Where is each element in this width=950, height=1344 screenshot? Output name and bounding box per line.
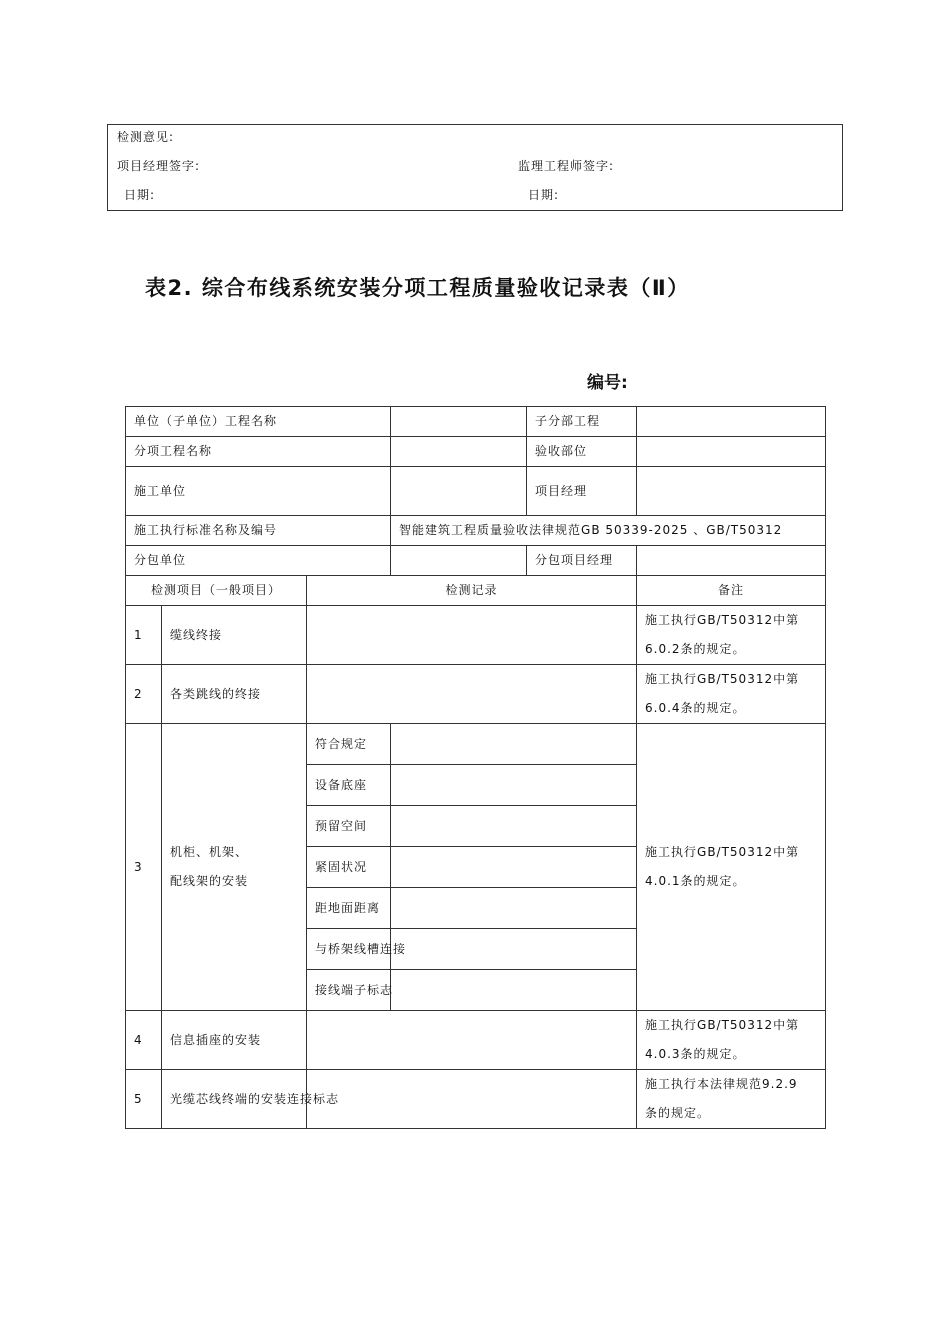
inspection-opinion-label: 检测意见:	[117, 130, 175, 144]
row-number: 1	[126, 606, 162, 665]
sub-item-name: 紧固状况	[307, 847, 391, 888]
record-cell[interactable]	[307, 1011, 637, 1070]
record-cell[interactable]	[391, 765, 637, 806]
record-header: 检测记录	[307, 576, 637, 606]
remark-cell	[637, 665, 826, 724]
remark-line: 施工执行GB/T50312中第	[645, 1018, 800, 1032]
remark-line: 4.0.3条的规定。	[645, 1047, 746, 1061]
row-number: 4	[126, 1011, 162, 1070]
table-row	[126, 1070, 826, 1129]
sub-item-name: 接线端子标志	[307, 970, 391, 1011]
row-number: 3	[126, 724, 162, 1011]
page-title: 表2. 综合布线系统安装分项工程质量验收记录表（Ⅱ）	[145, 276, 690, 300]
remark-line: 施工执行GB/T50312中第	[645, 672, 800, 686]
construction-unit-value[interactable]	[391, 467, 527, 516]
sub-item-name: 与桥架线槽连接	[307, 929, 391, 970]
serial-number-label: 编号:	[587, 373, 628, 393]
remark-cell	[637, 1011, 826, 1070]
sub-pm-label: 分包项目经理	[527, 546, 637, 576]
item-project-value[interactable]	[391, 437, 527, 467]
record-cell[interactable]	[391, 929, 637, 970]
sub-pm-value[interactable]	[637, 546, 826, 576]
item-name: 信息插座的安装	[162, 1011, 307, 1070]
info-row	[126, 546, 826, 576]
construction-unit-label: 施工单位	[126, 467, 391, 516]
sub-item-name: 符合规定	[307, 724, 391, 765]
sub-division-value[interactable]	[637, 407, 826, 437]
row-number: 2	[126, 665, 162, 724]
item-name: 缆线终接	[162, 606, 307, 665]
remark-line: 条的规定。	[645, 1106, 711, 1120]
unit-project-value[interactable]	[391, 407, 527, 437]
sub-item-name: 距地面距离	[307, 888, 391, 929]
remark-line: 施工执行本法律规范9.2.9	[645, 1077, 798, 1091]
record-cell[interactable]	[391, 970, 637, 1011]
record-cell[interactable]	[307, 606, 637, 665]
unit-project-label: 单位（子单位）工程名称	[126, 407, 391, 437]
subcontractor-value[interactable]	[391, 546, 527, 576]
record-cell[interactable]	[307, 1070, 637, 1129]
table-row	[126, 1011, 826, 1070]
item-name-line: 机柜、机架、	[170, 845, 249, 859]
standard-label: 施工执行标准名称及编号	[126, 516, 391, 546]
item-project-label: 分项工程名称	[126, 437, 391, 467]
standard-value: 智能建筑工程质量验收法律规范GB 50339-2025 、GB/T50312	[391, 516, 826, 546]
project-manager-value[interactable]	[637, 467, 826, 516]
table-row	[126, 606, 826, 665]
item-name-line: 配线架的安装	[170, 874, 249, 888]
info-row	[126, 516, 826, 546]
record-cell[interactable]	[391, 888, 637, 929]
acceptance-part-value[interactable]	[637, 437, 826, 467]
header-row	[126, 576, 826, 606]
info-row	[126, 407, 826, 437]
pm-signature-label: 项目经理签字:	[117, 159, 201, 173]
remark-cell	[637, 1070, 826, 1129]
record-cell[interactable]	[391, 847, 637, 888]
table-row	[126, 724, 826, 765]
date-left-label: 日期:	[124, 188, 156, 202]
inspection-signature-box	[107, 124, 843, 211]
record-cell[interactable]	[391, 724, 637, 765]
remark-line: 施工执行GB/T50312中第	[645, 845, 800, 859]
row-number: 5	[126, 1070, 162, 1129]
remark-line: 6.0.2条的规定。	[645, 642, 746, 656]
info-row	[126, 467, 826, 516]
table-row	[126, 665, 826, 724]
supervisor-signature-label: 监理工程师签字:	[518, 159, 615, 173]
sub-item-name: 设备底座	[307, 765, 391, 806]
info-row	[126, 437, 826, 467]
item-name	[162, 724, 307, 1011]
date-right-label: 日期:	[528, 188, 560, 202]
project-manager-label: 项目经理	[527, 467, 637, 516]
remark-cell	[637, 606, 826, 665]
remark-cell	[637, 724, 826, 1011]
acceptance-part-label: 验收部位	[527, 437, 637, 467]
remark-line: 6.0.4条的规定。	[645, 701, 746, 715]
item-name: 光缆芯线终端的安装连接标志	[162, 1070, 307, 1129]
item-name: 各类跳线的终接	[162, 665, 307, 724]
remark-line: 施工执行GB/T50312中第	[645, 613, 800, 627]
remark-line: 4.0.1条的规定。	[645, 874, 746, 888]
remark-header: 备注	[637, 576, 826, 606]
subcontractor-label: 分包单位	[126, 546, 391, 576]
sub-division-label: 子分部工程	[527, 407, 637, 437]
sub-item-name: 预留空间	[307, 806, 391, 847]
record-cell[interactable]	[391, 806, 637, 847]
record-cell[interactable]	[307, 665, 637, 724]
items-header: 检测项目（一般项目）	[126, 576, 307, 606]
acceptance-record-table	[125, 406, 826, 1129]
